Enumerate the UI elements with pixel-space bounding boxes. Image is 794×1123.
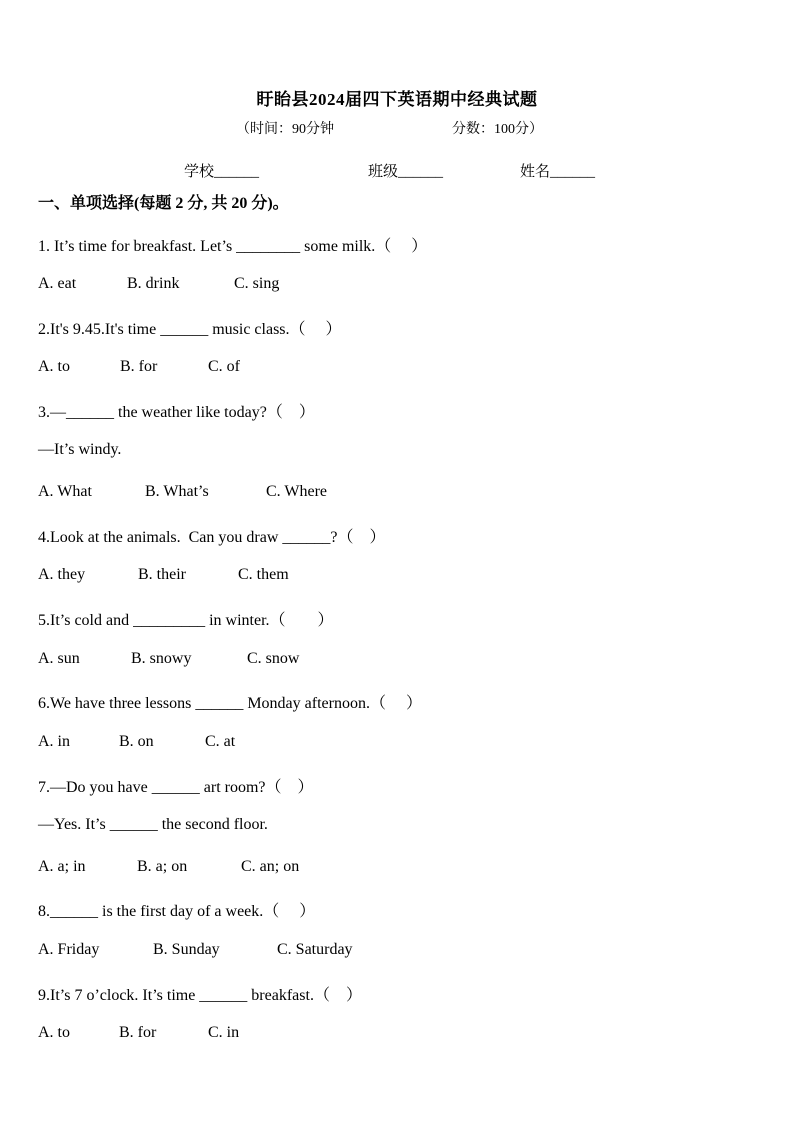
question-4-stem: 4.Look at the animals. Can you draw ______?（ ） — [38, 529, 386, 546]
question-5-stem: 5.It’s cold and _________ in winter.（ ） — [38, 612, 334, 629]
option-a: A. in — [38, 733, 70, 750]
option-a: A. to — [38, 358, 70, 375]
question-9-stem: 9.It’s 7 o’clock. It’s time ______ breakfast.（ ） — [38, 987, 362, 1004]
question-6-options — [38, 733, 235, 751]
option-c: C. them — [238, 566, 289, 583]
option-a: A. Friday — [38, 941, 100, 958]
question-2-options — [38, 358, 240, 376]
question-8-stem: 8.______ is the first day of a week.（ ） — [38, 903, 316, 920]
option-b: B. for — [119, 1024, 157, 1041]
question-8-options — [38, 941, 353, 959]
question-3-options — [38, 483, 327, 501]
question-1-stem: 1. It’s time for breakfast. Let’s ________ some milk.（ ） — [38, 238, 428, 255]
exam-score: 分数：100分） — [452, 122, 543, 137]
option-c: C. sing — [234, 275, 280, 292]
question-7-stem: 7.—Do you have ______ art room?（ ） — [38, 779, 314, 796]
name-field: 姓名______ — [520, 164, 596, 180]
page-title: 盱眙县2024届四下英语期中经典试题 — [256, 90, 538, 109]
option-a: A. they — [38, 566, 86, 583]
option-b: B. on — [119, 733, 154, 750]
question-9-options — [38, 1024, 239, 1042]
option-a: A. eat — [38, 275, 77, 292]
section-heading: 一、单项选择(每题 2 分, 共 20 分)。 — [38, 195, 289, 212]
question-5-options — [38, 650, 299, 668]
option-a: A. What — [38, 483, 92, 500]
option-c: C. in — [208, 1024, 240, 1041]
class-field: 班级______ — [368, 164, 444, 180]
question-7-options — [38, 858, 299, 876]
option-b: B. a; on — [137, 858, 188, 875]
option-c: C. an; on — [241, 858, 300, 875]
question-3-answer-line: —It’s windy. — [38, 441, 122, 458]
question-2-stem: 2.It's 9.45.It's time ______ music class.（ ） — [38, 321, 342, 338]
question-6-stem: 6.We have three lessons ______ Monday afternoon.（ ） — [38, 695, 422, 712]
option-a: A. to — [38, 1024, 70, 1041]
option-c: C. snow — [247, 650, 300, 667]
option-b: B. snowy — [131, 650, 192, 667]
option-c: C. Saturday — [277, 941, 353, 958]
option-b: B. drink — [127, 275, 180, 292]
option-b: B. for — [120, 358, 158, 375]
question-7-answer-line: —Yes. It’s ______ the second floor. — [38, 816, 268, 833]
option-b: B. Sunday — [153, 941, 220, 958]
question-3-stem: 3.—______ the weather like today?（ ） — [38, 404, 315, 421]
option-c: C. of — [208, 358, 240, 375]
question-1-options — [38, 275, 279, 293]
option-b: B. What’s — [145, 483, 209, 500]
option-a: A. a; in — [38, 858, 86, 875]
option-b: B. their — [138, 566, 186, 583]
question-4-options — [38, 566, 289, 584]
option-c: C. at — [205, 733, 236, 750]
option-c: C. Where — [266, 483, 328, 500]
school-field: 学校______ — [184, 164, 260, 180]
option-a: A. sun — [38, 650, 80, 667]
exam-time: （时间：90分钟 — [236, 122, 334, 137]
